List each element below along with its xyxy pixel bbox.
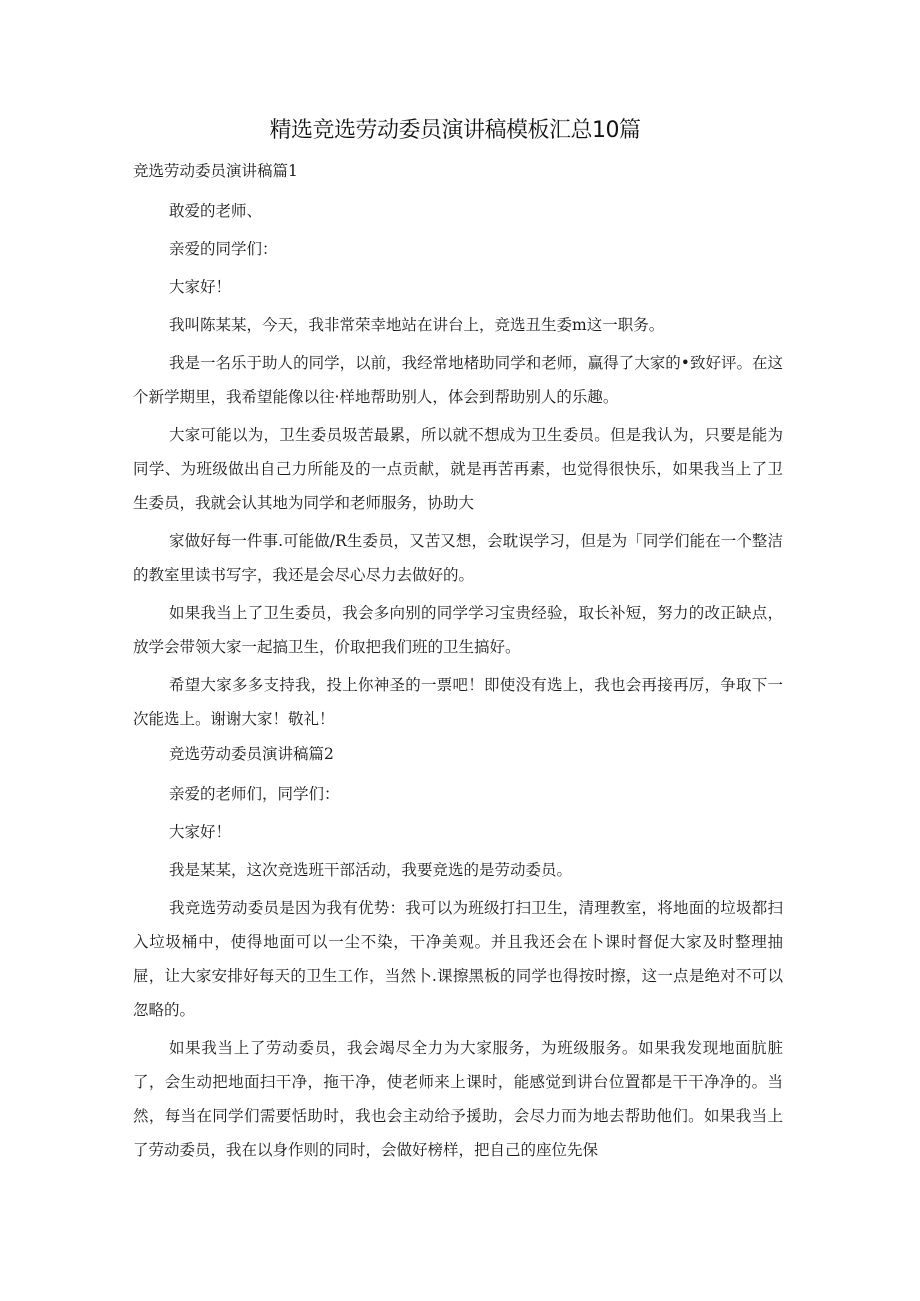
section-heading: 竞选劳动委员演讲稿篇1 (133, 162, 298, 180)
paragraph: 亲爱的同学们： (169, 240, 278, 258)
paragraph: 亲爱的老师们，同学们： (169, 785, 340, 803)
paragraph: 敢爱的老师、 (169, 202, 263, 220)
paragraph: 我竞选劳动委员是因为我有优势：我可以为班级打扫卫生，清理教室，将地面的垃圾都扫入垃圾桶中，使得地面可以一尘不染，干净美观。并且我还会在卜课时督促大家及时整理抽屉，让大家安排好每天的卫生工作，当然卜.课擦黑板的同学也得按时擦，这一点是绝对不可以忽略的。 (133, 899, 783, 1019)
section-2 (133, 740, 783, 1167)
paragraph: 如果我当上了卫生委员，我会多向别的同学学习宝贵经验，取长补短，努力的改正缺点，放学会带领大家一起搞卫生，价取把我们班的卫生搞好。 (133, 604, 783, 656)
section-heading: 竞选劳动委员演讲稿篇2 (169, 745, 334, 763)
paragraph: 大家好！ (169, 823, 232, 841)
paragraph: 我是某某，这次竞选班干部活动，我要竞选的是劳动委员。 (169, 861, 573, 879)
paragraph: 大家可能以为，卫生委员圾苦最累，所以就不想成为卫生委员。但是我认为，只要是能为同学、为班级做出自己力所能及的一点贡献，就是再苦再素，也觉得很快乐，如果我当上了卫生委员，我就会认其地为同学和老师服务，协助大 (133, 426, 783, 512)
document-title: 精选竞选劳动委员演讲稿模板汇总10篇 (269, 118, 641, 143)
paragraph: 我是一名乐于助人的同学，以前，我经常地楮助同学和老师，赢得了大家的•致好评。在这个新学期里，我希望能像以往·样地帮助别人，体会到帮助别人的乐趣。 (133, 354, 783, 406)
paragraph: 家做好每一件事.可能做/R生委员，又苦又想，会耽误学习，但是为「同学们能在一个整洁的教室里读书写字，我还是会尽心尽力去做好的。 (133, 532, 783, 584)
document-body (133, 157, 783, 1171)
paragraph: 我叫陈某某，今天，我非常荣幸地站在讲台上，竞选丑生委m这一职务。 (169, 316, 665, 334)
paragraph: 大家好！ (169, 278, 232, 296)
section-1 (133, 157, 783, 736)
paragraph: 希望大家多多支持我，投上你神圣的一票吧！即使没有选上，我也会再接再厉，争取下一次能选上。谢谢大家！敬礼！ (133, 676, 783, 728)
paragraph: 如果我当上了劳动委员，我会竭尽全力为大家服务，为班级服务。如果我发现地面肮脏了，会生动把地面扫干净，拖干净，使老师来上课时，能感觉到讲台位置都是干干净净的。当然，每当在同学们需要恬助时，我也会主动给予援助，会尽力而为地去帮助他们。如果我当上了劳动委员，我在以身作则的同时，会做好榜样，把自己的座位先保 (133, 1039, 783, 1159)
